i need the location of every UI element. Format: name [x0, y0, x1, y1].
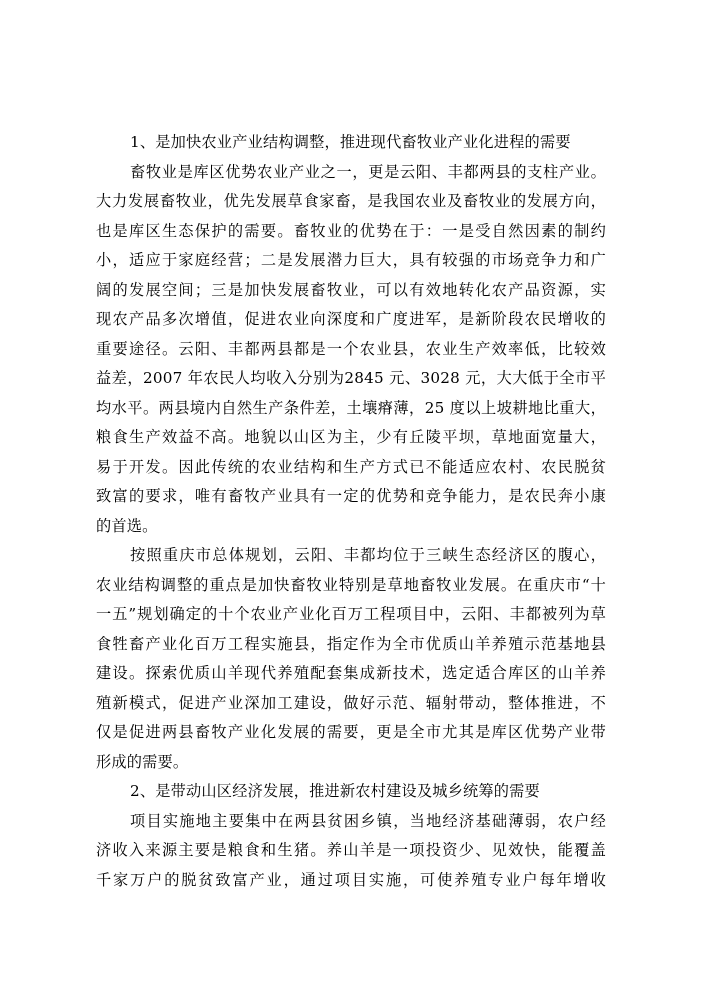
- paragraph-line: 的首选。: [96, 516, 158, 535]
- section-2-paragraph-1: [96, 807, 606, 896]
- paragraph-line: 致富的要求，唯有畜牧产业具有一定的优势和竞争能力，是农民奔小康: [96, 487, 606, 505]
- paragraph-line: 农业结构调整的重点是加快畜牧业特别是草地畜牧业发展。在重庆市“十: [96, 575, 606, 594]
- paragraph-line: 阔的发展空间；三是加快发展畜牧业，可以有效地转化农产品资源，实: [96, 280, 606, 299]
- document-page: [96, 128, 606, 895]
- paragraph-line: 食牲畜产业化百万工程实施县，指定作为全市优质山羊养殖示范基地县: [96, 634, 606, 653]
- paragraph-line: 易于开发。因此传统的农业结构和生产方式已不能适应农村、农民脱贫: [96, 457, 606, 476]
- paragraph-line: 益差，2007 年农民人均收入分别为2845 元、3028 元，大大低于全市平: [96, 369, 606, 387]
- section-1-paragraph-2: [96, 541, 606, 777]
- paragraph-line: 大力发展畜牧业，优先发展草食家畜，是我国农业及畜牧业的发展方向，: [96, 192, 606, 210]
- paragraph-line: 一五”规划确定的十个农业产业化百万工程项目中，云阳、丰都被列为草: [96, 605, 606, 623]
- paragraph-line: 重要途径。云阳、丰都两县都是一个农业县，农业生产效率低，比较效: [96, 339, 606, 358]
- paragraph-line: 项目实施地主要集中在两县贫困乡镇，当地经济基础薄弱，农户经: [130, 811, 606, 830]
- section-1-heading: 1、是加快农业产业结构调整，推进现代畜牧业产业化进程的需要: [130, 133, 571, 151]
- paragraph-line: 仅是促进两县畜牧产业化发展的需要，更是全市尤其是库区优势产业带: [96, 723, 606, 741]
- section-2-heading: 2、是带动山区经济发展，推进新农村建设及城乡统筹的需要: [130, 782, 540, 800]
- paragraph-line: 畜牧业是库区优势农业产业之一，更是云阳、丰都两县的支柱产业。: [130, 162, 606, 181]
- paragraph-line: 千家万户的脱贫致富产业，通过项目实施，可使养殖专业户每年增收: [96, 870, 606, 889]
- paragraph-line: 济收入来源主要是粮食和生猪。养山羊是一项投资少、见效快，能覆盖: [96, 841, 606, 859]
- paragraph-line: 殖新模式，促进产业深加工建设，做好示范、辐射带动，整体推进，不: [96, 693, 606, 712]
- paragraph-line: 均水平。两县境内自然生产条件差，土壤瘠薄，25 度以上坡耕地比重大，: [96, 398, 606, 417]
- paragraph-line: 建设。探索优质山羊现代养殖配套集成新技术，选定适合库区的山羊养: [96, 664, 606, 682]
- paragraph-line: 按照重庆市总体规划，云阳、丰都均位于三峡生态经济区的腹心，: [130, 546, 606, 564]
- section-1-paragraph-1: [96, 158, 606, 542]
- paragraph-line: 现农产品多次增值，促进农业向深度和广度进军，是新阶段农民增收的: [96, 310, 606, 328]
- paragraph-line: 粮食生产效益不高。地貌以山区为主，少有丘陵平坝，草地面宽量大，: [96, 428, 606, 446]
- paragraph-line: 也是库区生态保护的需要。畜牧业的优势在于：一是受自然因素的制约: [96, 221, 606, 240]
- paragraph-line: 形成的需要。: [96, 752, 189, 771]
- paragraph-line: 小，适应于家庭经营；二是发展潜力巨大，具有较强的市场竞争力和广: [96, 251, 606, 269]
